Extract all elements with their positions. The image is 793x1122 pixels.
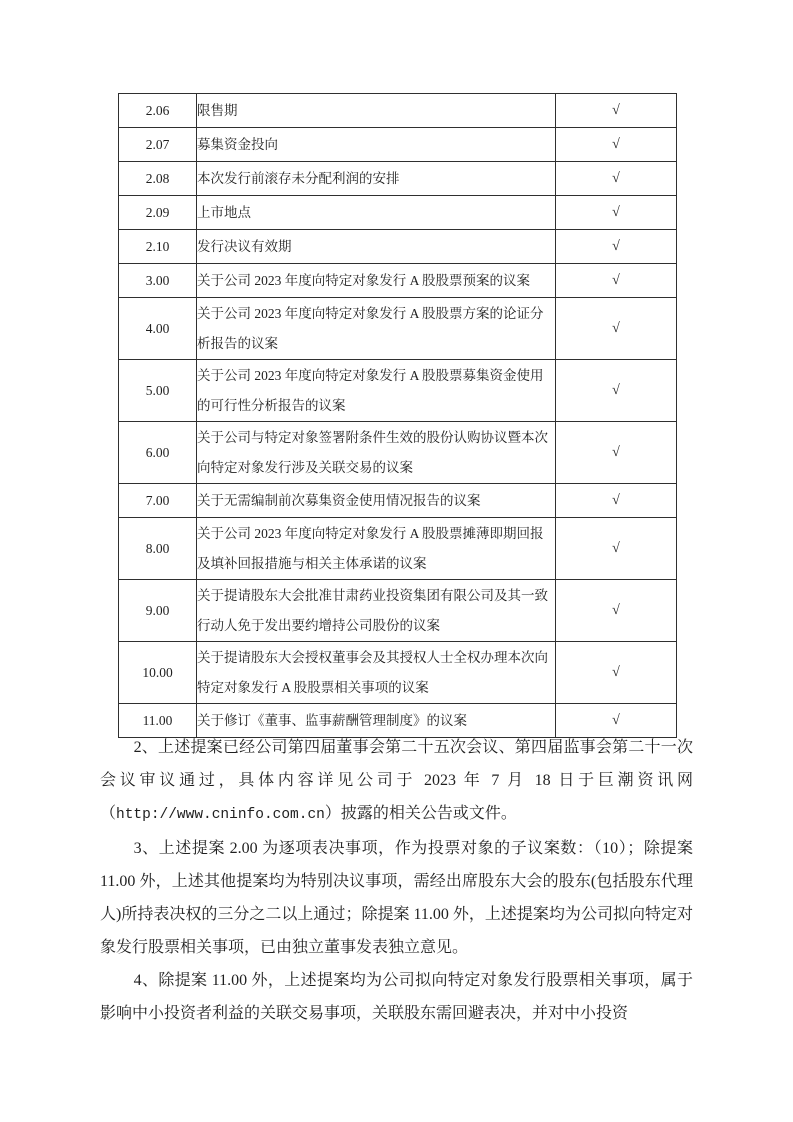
table-row — [119, 484, 677, 518]
check-mark: √ — [556, 518, 677, 580]
check-mark: √ — [556, 264, 677, 298]
proposal-number: 3.00 — [119, 264, 197, 298]
table-row — [119, 230, 677, 264]
proposal-title: 募集资金投向 — [197, 128, 556, 162]
proposal-number: 9.00 — [119, 580, 197, 642]
proposal-number: 2.07 — [119, 128, 197, 162]
proposal-title: 发行决议有效期 — [197, 230, 556, 264]
proposal-title: 本次发行前滚存未分配利润的安排 — [197, 162, 556, 196]
check-mark: √ — [556, 196, 677, 230]
proposals-table — [118, 93, 677, 738]
proposal-number: 2.08 — [119, 162, 197, 196]
proposal-number: 6.00 — [119, 422, 197, 484]
table-row — [119, 162, 677, 196]
paragraph-2 — [100, 731, 693, 832]
proposal-title: 关于提请股东大会授权董事会及其授权人士全权办理本次向特定对象发行 A 股股票相关事项的议案 — [197, 642, 556, 704]
check-mark: √ — [556, 422, 677, 484]
table-row — [119, 518, 677, 580]
check-mark: √ — [556, 704, 677, 738]
proposal-title: 关于公司 2023 年度向特定对象发行 A 股股票预案的议案 — [197, 264, 556, 298]
paragraph-4: 4、除提案 11.00 外，上述提案均为公司拟向特定对象发行股票相关事项，属于影响中小投资者利益的关联交易事项，关联股东需回避表决，并对中小投资 — [100, 972, 693, 1022]
table-row — [119, 360, 677, 422]
check-mark: √ — [556, 128, 677, 162]
check-mark: √ — [556, 298, 677, 360]
proposal-number: 7.00 — [119, 484, 197, 518]
table-row — [119, 422, 677, 484]
check-mark: √ — [556, 484, 677, 518]
proposal-title: 关于公司 2023 年度向特定对象发行 A 股股票方案的论证分析报告的议案 — [197, 298, 556, 360]
paragraph-2-suffix: ）披露的相关公告或文件。 — [324, 805, 517, 822]
proposal-title: 限售期 — [197, 94, 556, 128]
check-mark: √ — [556, 642, 677, 704]
body-paragraphs — [100, 731, 693, 1030]
proposal-number: 10.00 — [119, 642, 197, 704]
table-row — [119, 642, 677, 704]
proposal-title: 上市地点 — [197, 196, 556, 230]
proposal-title: 关于公司 2023 年度向特定对象发行 A 股股票摊薄即期回报及填补回报措施与相关主体承诺的议案 — [197, 518, 556, 580]
proposal-number: 2.09 — [119, 196, 197, 230]
proposal-number: 8.00 — [119, 518, 197, 580]
proposal-title: 关于修订《董事、监事薪酬管理制度》的议案 — [197, 704, 556, 738]
table-row — [119, 298, 677, 360]
table-row — [119, 94, 677, 128]
paragraph-3: 3、上述提案 2.00 为逐项表决事项，作为投票对象的子议案数：（10）；除提案 11.00 外，上述其他提案均为特别决议事项，需经出席股东大会的股东(包括股东代理人)所持表决权的三分之二以上通过；除提案 11.00 外，上述提案均为公司拟向特定对象发行股票相关事项，已由独立董事发表独立意见。 — [100, 840, 693, 956]
proposal-title: 关于公司 2023 年度向特定对象发行 A 股股票募集资金使用的可行性分析报告的议案 — [197, 360, 556, 422]
proposal-title: 关于公司与特定对象签署附条件生效的股份认购协议暨本次向特定对象发行涉及关联交易的议案 — [197, 422, 556, 484]
table-row — [119, 128, 677, 162]
check-mark: √ — [556, 94, 677, 128]
table-row — [119, 580, 677, 642]
check-mark: √ — [556, 580, 677, 642]
check-mark: √ — [556, 360, 677, 422]
check-mark: √ — [556, 230, 677, 264]
proposal-title: 关于提请股东大会批准甘肃药业投资集团有限公司及其一致行动人免于发出要约增持公司股份的议案 — [197, 580, 556, 642]
table-row — [119, 196, 677, 230]
proposal-number: 2.10 — [119, 230, 197, 264]
proposal-number: 5.00 — [119, 360, 197, 422]
check-mark: √ — [556, 162, 677, 196]
proposal-title: 关于无需编制前次募集资金使用情况报告的议案 — [197, 484, 556, 518]
cninfo-url: http://www.cninfo.com.cn — [116, 807, 325, 823]
paragraph-2-prefix: 2、上述提案已经公司第四届董事会第二十五次会议、第四届监事会第二十一次会议审议通过，具体内容详见公司于 2023 年 7 月 18 日于巨潮资讯网（ — [100, 739, 693, 822]
proposal-number: 11.00 — [119, 704, 197, 738]
proposal-number: 4.00 — [119, 298, 197, 360]
table-row — [119, 264, 677, 298]
proposal-number: 2.06 — [119, 94, 197, 128]
